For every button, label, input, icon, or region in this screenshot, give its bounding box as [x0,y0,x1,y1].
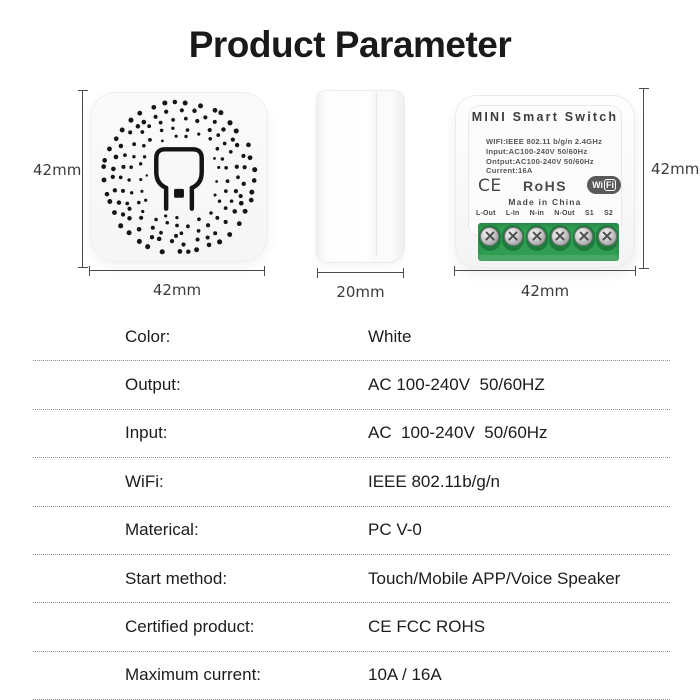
back-label-spec-line: Input:AC100-240V 50/60Hz [486,146,588,156]
side-view-crease [376,93,377,256]
spec-label: Input: [125,423,168,443]
front-width-dimension-line [89,270,265,271]
back-height-dimension-line [643,88,644,269]
back-label-heading: MINI Smart Switch [471,110,619,124]
terminal-label: N-in [529,210,545,217]
switch-back-view [455,95,635,268]
terminal-label: L-Out [476,210,496,217]
speaker-dot-pattern [101,100,257,255]
terminal-screw [480,227,499,246]
table-row [33,361,670,409]
front-face-graphic [91,93,267,261]
spec-value: AC 100-240V 50/60Hz [368,423,548,443]
terminal-label: L-In [505,210,520,217]
made-in-label: Made in China [508,197,582,207]
spec-label: Color: [125,326,171,346]
rohs-label: RoHS [522,178,568,194]
spec-label: Start method: [125,568,228,588]
spec-label: Output: [125,375,181,395]
spec-value: AC 100-240V 50/60HZ [368,375,545,395]
terminal-screw [527,227,546,246]
wifi-logo-icon [587,176,621,194]
front-width-dimension-label: 42mm [152,281,202,299]
table-row [33,555,670,603]
spec-label: Certified product: [125,617,255,637]
table-row [33,603,670,651]
back-label-spec-line: WIFI:IEEE 802.11 b/g/n 2.4GHz [486,137,603,146]
terminal-screw [598,227,617,246]
back-width-dimension-label: 42mm [520,282,570,300]
table-row [33,410,670,458]
spec-value: Touch/Mobile APP/Voice Speaker [368,568,621,588]
spec-value: 10A / 16A [368,665,442,685]
back-label-spec-line: Current:16A [486,166,533,176]
wifi-logo-fi: Fi [606,180,614,190]
terminal-screw [574,227,593,246]
table-row [33,313,670,361]
spec-label: Maximum current: [125,665,262,685]
terminal-labels [476,210,613,217]
table-row [33,458,670,506]
back-label-specs [486,137,602,176]
ce-mark-icon: CE [478,176,502,196]
back-label-spec-line: Ontput:AC100-240V 50/60Hz [486,156,594,166]
wifi-logo-wi: Wi [592,180,603,190]
terminal-screw [504,227,523,246]
back-width-dimension-line [454,270,636,271]
spec-table [33,313,670,700]
page-title: Product Parameter [188,24,512,65]
front-height-dimension-label: 42mm [33,161,82,179]
certification-row [456,175,634,197]
switch-front-view [90,92,268,262]
table-row [33,652,670,700]
plug-icon-nub [174,189,184,198]
back-height-dimension-label: 42mm [651,160,700,178]
side-width-dimension-line [317,272,404,273]
terminal-screw [551,227,570,246]
spec-value: PC V-0 [368,520,422,540]
spec-value: CE FCC ROHS [368,617,486,637]
switch-side-view [316,90,405,263]
spec-label: WiFi: [125,471,164,491]
spec-value: IEEE 802.11b/g/n [368,471,501,491]
spec-label: Materical: [125,520,199,540]
side-width-dimension-label: 20mm [336,283,385,301]
terminal-label: S2 [604,210,613,217]
spec-value: White [368,326,412,346]
terminal-label: S1 [584,210,594,217]
table-row [33,507,670,555]
front-height-dimension-line [82,90,83,268]
plug-icon [156,149,201,208]
terminal-label: N-Out [554,210,575,217]
terminal-block [478,223,619,261]
